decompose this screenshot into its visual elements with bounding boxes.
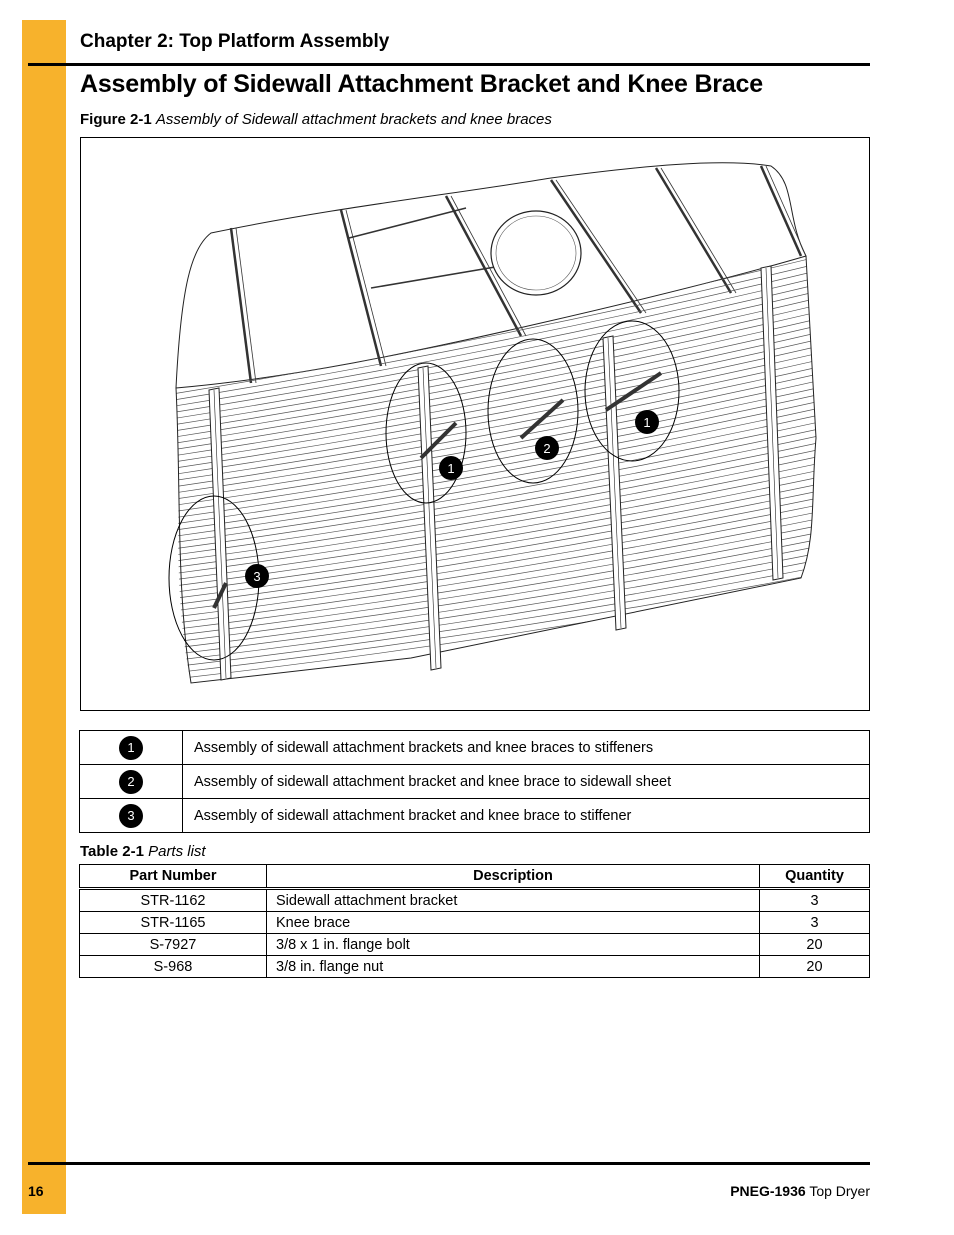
- parts-header-row: [80, 865, 870, 889]
- callout-badge: 1: [119, 736, 143, 760]
- col-quantity: Quantity: [760, 865, 870, 889]
- chapter-side-tab: [22, 20, 66, 1214]
- roof-panels: [176, 163, 806, 388]
- legend-description: Assembly of sidewall attachment bracket and knee brace to stiffener: [183, 799, 870, 833]
- part-number-cell: S-7927: [80, 934, 267, 956]
- callout-legend: [79, 730, 870, 833]
- table-caption: [80, 843, 206, 860]
- callout-1: [635, 410, 659, 434]
- document-id: [730, 1183, 870, 1199]
- callout-2: [535, 436, 559, 460]
- part-number-cell: STR-1162: [80, 889, 267, 912]
- legend-row: [80, 799, 870, 833]
- description-cell: 3/8 in. flange nut: [267, 956, 760, 978]
- page-number: 16: [28, 1183, 44, 1199]
- table-label: Table 2-1: [80, 843, 144, 860]
- quantity-cell: 3: [760, 912, 870, 934]
- doc-name: Top Dryer: [809, 1183, 870, 1199]
- description-cell: Knee brace: [267, 912, 760, 934]
- footer-rule: [28, 1162, 870, 1165]
- quantity-cell: 20: [760, 934, 870, 956]
- table-row: [80, 912, 870, 934]
- callout-1: [439, 456, 463, 480]
- callout-badge: 2: [119, 770, 143, 794]
- legend-number-cell: [80, 799, 183, 833]
- section-title: Assembly of Sidewall Attachment Bracket and Knee Brace: [80, 70, 763, 98]
- callout-3: [245, 564, 269, 588]
- doc-code: PNEG-1936: [730, 1183, 806, 1199]
- figure-caption: [80, 111, 552, 128]
- table-row: [80, 934, 870, 956]
- quantity-cell: 3: [760, 889, 870, 912]
- sidewall-drawing: [81, 138, 869, 710]
- svg-text:3: 3: [253, 569, 261, 584]
- parts-table: [79, 864, 870, 978]
- figure-label: Figure 2-1: [80, 111, 152, 128]
- assembly-figure: [80, 137, 870, 711]
- legend-row: [80, 731, 870, 765]
- figure-caption-text: Assembly of Sidewall attachment brackets and knee braces: [155, 111, 552, 128]
- callout-badge: 3: [119, 804, 143, 828]
- legend-number-cell: [80, 765, 183, 799]
- table-row: [80, 889, 870, 912]
- svg-text:2: 2: [543, 441, 551, 456]
- table-caption-text: Parts list: [148, 843, 206, 860]
- svg-text:1: 1: [447, 461, 455, 476]
- col-part-number: Part Number: [80, 865, 267, 889]
- header-rule: [28, 63, 870, 66]
- roof-vent: [491, 211, 581, 295]
- svg-text:1: 1: [643, 415, 651, 430]
- col-description: Description: [267, 865, 760, 889]
- description-cell: Sidewall attachment bracket: [267, 889, 760, 912]
- legend-description: Assembly of sidewall attachment brackets and knee braces to stiffeners: [183, 731, 870, 765]
- part-number-cell: STR-1165: [80, 912, 267, 934]
- legend-row: [80, 765, 870, 799]
- description-cell: 3/8 x 1 in. flange bolt: [267, 934, 760, 956]
- legend-number-cell: [80, 731, 183, 765]
- chapter-title: Chapter 2: Top Platform Assembly: [80, 31, 390, 52]
- legend-description: Assembly of sidewall attachment bracket and knee brace to sidewall sheet: [183, 765, 870, 799]
- table-row: [80, 956, 870, 978]
- quantity-cell: 20: [760, 956, 870, 978]
- part-number-cell: S-968: [80, 956, 267, 978]
